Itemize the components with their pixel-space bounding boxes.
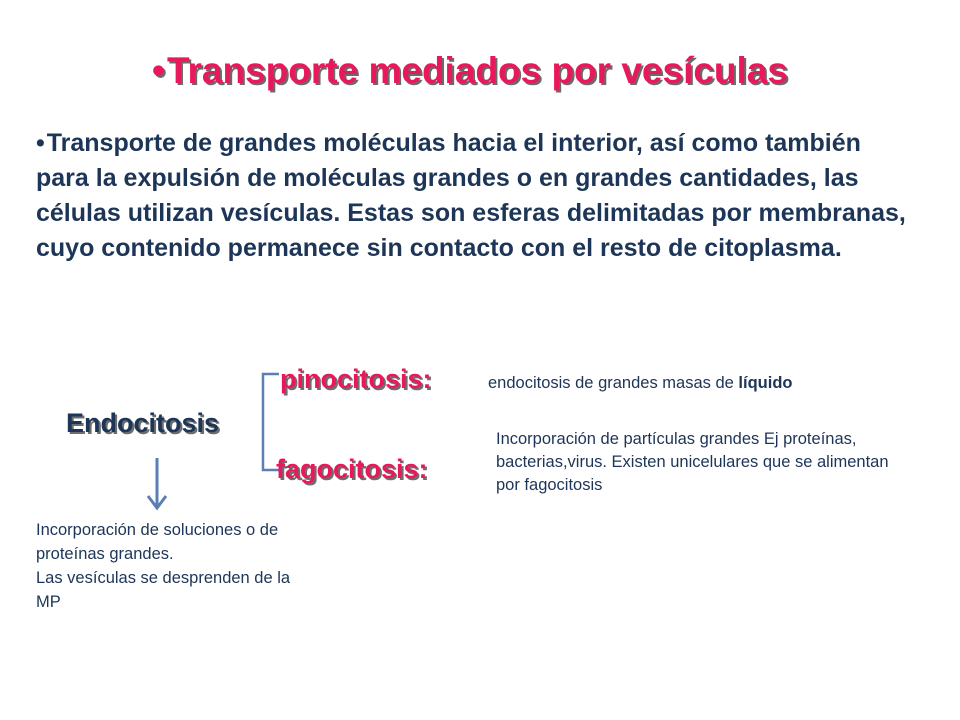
intro-paragraph bbox=[36, 126, 916, 266]
endocitosis-desc-line-2: Las vesículas se desprenden de la MP bbox=[36, 569, 291, 611]
paragraph-text: Transporte de grandes moléculas hacia el interior, así como también para la expulsión de moléculas grandes o en grandes cantidades, las células utilizan vesículas. Estas son esferas delimitadas por membranas, cuyo contenido permanece sin contacto con el resto de citoplasma. bbox=[36, 129, 906, 262]
down-arrow-icon bbox=[145, 456, 169, 512]
slide-title bbox=[152, 52, 788, 89]
pinocitosis-description bbox=[488, 372, 792, 395]
title-bullet: • bbox=[152, 50, 165, 91]
fagocitosis-description: Incorporación de partículas grandes Ej proteínas, bacterias,virus. Existen unicelulares que se alimentan por fagocitosis bbox=[496, 430, 889, 494]
pinocitosis-label: pinocitosis: bbox=[280, 364, 432, 394]
endocitosis-desc-line-1: Incorporación de soluciones o de proteínas grandes. bbox=[36, 521, 279, 563]
endocitosis-label: Endocitosis bbox=[66, 408, 220, 438]
paragraph-bullet: • bbox=[36, 129, 45, 157]
endocitosis-description bbox=[36, 518, 316, 614]
pinocitosis-desc-bold: líquido bbox=[738, 374, 793, 392]
title-text: Transporte mediados por vesículas bbox=[166, 50, 788, 91]
pinocitosis-desc-text: endocitosis de grandes masas de bbox=[488, 374, 739, 392]
fagocitosis-label: fagocitosis: bbox=[276, 454, 428, 484]
